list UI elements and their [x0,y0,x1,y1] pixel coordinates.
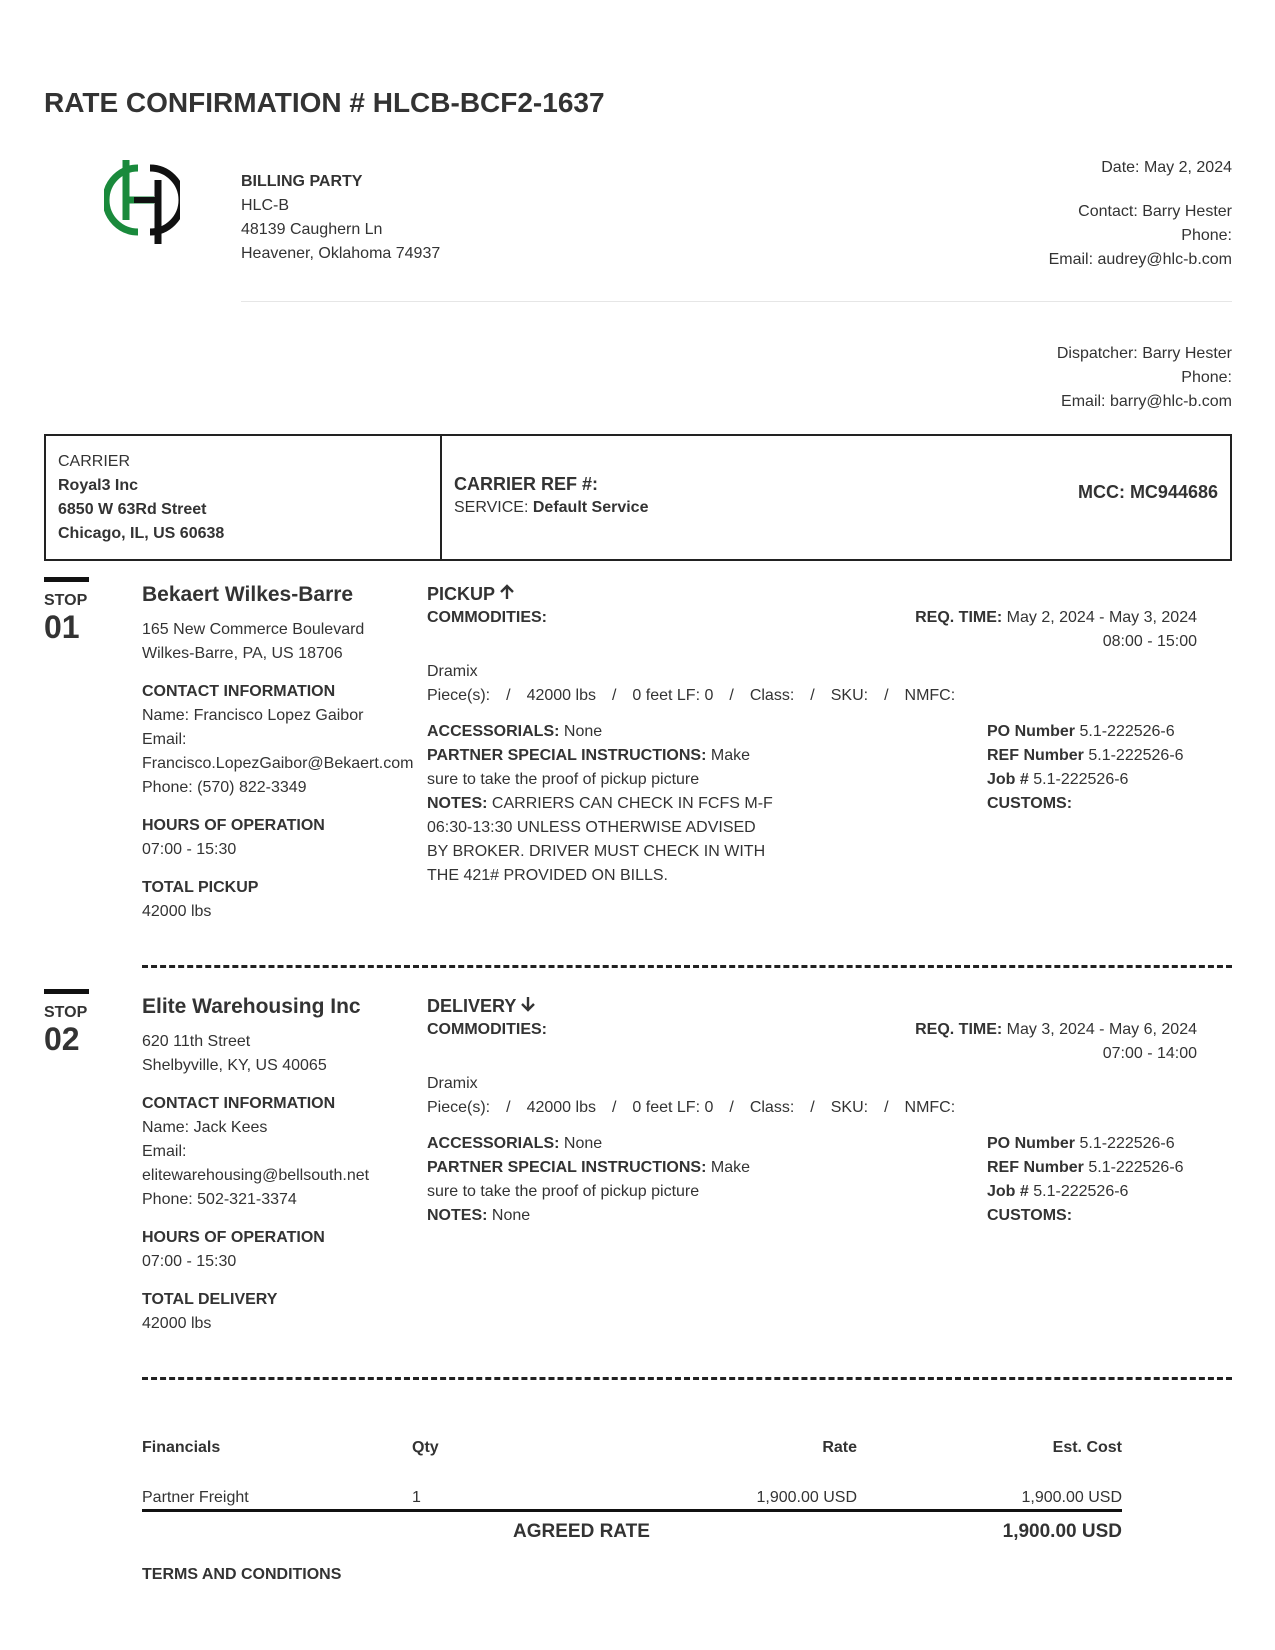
piece-field: NMFC: [904,1099,956,1116]
contact-email: elitewarehousing@bellsouth.net [142,1167,370,1184]
stop-type-label: PICKUP [427,584,496,604]
piece-field: NMFC: [904,687,956,704]
stop-divider [142,1377,1232,1380]
commodity-details [427,1096,1197,1120]
req-time-dates: May 3, 2024 - May 6, 2024 [1006,1021,1197,1038]
separator: / [810,1099,815,1116]
req-time-hours: 08:00 - 15:00 [1102,633,1197,650]
psi-first: Make [710,747,750,764]
billing-street: 48139 Caughern Ln [241,221,383,238]
ref-value: 5.1-222526-6 [1088,1159,1184,1176]
psi-label: PARTNER SPECIAL INSTRUCTIONS: [427,747,707,764]
carrier-info [46,436,442,559]
stop-label: STOP [44,592,88,609]
notes-first: None [491,1207,531,1224]
req-time-dates: May 2, 2024 - May 3, 2024 [1006,609,1197,626]
stop-details [427,582,1197,888]
contact-name: Contact: Barry Hester [1078,203,1232,220]
location-name: Elite Warehousing Inc [142,995,361,1018]
separator: / [611,1099,617,1116]
commodities-label: COMMODITIES: [427,609,547,626]
col-est-cost: Est. Cost [1052,1439,1122,1456]
carrier-street: 6850 W 63Rd Street [58,501,207,518]
divider [241,301,1232,302]
agreed-rate-value: 1,900.00 USD [1002,1521,1122,1542]
stop-marker [44,577,89,644]
location-street: 165 New Commerce Boulevard [142,621,365,638]
accessorials-value: None [563,723,603,740]
notes-line: BY BROKER. DRIVER MUST CHECK IN WITH [427,843,766,860]
customs-label: CUSTOMS: [987,1207,1073,1224]
piece-field: 0 feet LF: 0 [632,687,714,704]
piece-field: Class: [749,687,795,704]
piece-field: Piece(s): [427,687,491,704]
carrier-ref-label: CARRIER REF #: [454,474,599,494]
contact-name: Name: Jack Kees [142,1119,268,1136]
piece-field: 42000 lbs [526,1099,596,1116]
separator: / [506,687,511,704]
contact-name: Name: Francisco Lopez Gaibor [142,707,364,724]
job-label: Job # [987,771,1029,788]
psi-first: Make [710,1159,750,1176]
location-street: 620 11th Street [142,1033,251,1050]
separator: / [506,1099,511,1116]
stop-bar [44,577,89,582]
stop-number: 02 [44,1021,80,1057]
stop-type [427,994,1197,1018]
reference-numbers [987,720,1184,816]
accessorials-label: ACCESSORIALS: [427,1135,560,1152]
stop-label: STOP [44,1004,88,1021]
separator: / [611,687,617,704]
mcc-number: MCC: MC944686 [1077,482,1218,502]
billing-name: HLC-B [241,197,290,214]
contact-phone: Phone: (570) 822-3349 [142,779,307,796]
req-time [915,606,1197,654]
stop-location [142,582,432,924]
stop-type-label: DELIVERY [427,996,517,1016]
contact-email-label: Email: [142,731,187,748]
hours-value: 07:00 - 15:30 [142,841,237,858]
dispatcher-phone: Phone: [1181,369,1232,386]
stop-type [427,582,1197,606]
contact-phone: Phone: [1181,227,1232,244]
ref-label: REF Number [987,747,1084,764]
stop-location [142,994,432,1336]
total-heading: TOTAL DELIVERY [142,1291,278,1308]
accessorials-label: ACCESSORIALS: [427,723,560,740]
location-name: Bekaert Wilkes-Barre [142,583,354,606]
hours-value: 07:00 - 15:30 [142,1253,237,1270]
accessorials-value: None [563,1135,603,1152]
financials-header-row [142,1424,1122,1478]
notes-line: THE 421# PROVIDED ON BILLS. [427,867,668,884]
col-qty: Qty [412,1439,439,1456]
po-label: PO Number [987,1135,1076,1152]
req-time [915,1018,1197,1066]
req-time-label: REQ. TIME: [915,1021,1003,1038]
piece-field: Class: [749,1099,795,1116]
contact-phone: Phone: 502-321-3374 [142,1191,297,1208]
stop-divider [142,965,1232,968]
carrier-label: CARRIER [58,453,131,470]
arrow-up-icon [499,584,515,600]
separator: / [884,687,889,704]
commodity-name: Dramix [427,663,478,680]
separator: / [884,1099,889,1116]
ref-label: REF Number [987,1159,1084,1176]
service-value: Default Service [532,499,649,516]
piece-field: SKU: [830,687,869,704]
contact-heading: CONTACT INFORMATION [142,683,336,700]
commodity-name: Dramix [427,1075,478,1092]
po-value: 5.1-222526-6 [1079,1135,1175,1152]
carrier-city: Chicago, IL, US 60638 [58,525,225,542]
piece-field: Piece(s): [427,1099,491,1116]
po-value: 5.1-222526-6 [1079,723,1175,740]
piece-field: SKU: [830,1099,869,1116]
col-rate: Rate [822,1439,857,1456]
piece-field: 0 feet LF: 0 [632,1099,714,1116]
stop-number: 01 [44,609,80,645]
dispatcher-name: Dispatcher: Barry Hester [1056,345,1232,362]
location-city: Wilkes-Barre, PA, US 18706 [142,645,343,662]
company-logo [104,156,180,248]
financials-table [142,1424,1122,1520]
billing-party [241,170,641,266]
cell-cost: 1,900.00 USD [1021,1489,1122,1506]
cell-item: Partner Freight [142,1489,249,1506]
contact-email: Email: audrey@hlc-b.com [1048,251,1232,268]
notes-line: 06:30-13:30 UNLESS OTHERWISE ADVISED [427,819,756,836]
separator: / [729,1099,734,1116]
date: Date: May 2, 2024 [1101,159,1232,176]
separator: / [810,687,815,704]
dispatcher-info [1057,342,1232,414]
notes-first: CARRIERS CAN CHECK IN FCFS M-F [491,795,773,812]
billing-city: Heavener, Oklahoma 74937 [241,245,441,262]
job-label: Job # [987,1183,1029,1200]
contact-email-label: Email: [142,1143,187,1160]
hours-heading: HOURS OF OPERATION [142,817,325,834]
ref-value: 5.1-222526-6 [1088,747,1184,764]
carrier-ref-section [442,436,1230,559]
carrier-box [44,434,1232,561]
commodities-label: COMMODITIES: [427,1021,547,1038]
reference-numbers [987,1132,1184,1228]
total-value: 42000 lbs [142,1315,212,1332]
po-label: PO Number [987,723,1076,740]
notes-label: NOTES: [427,1207,488,1224]
psi-rest: sure to take the proof of pickup picture [427,771,700,788]
notes-label: NOTES: [427,795,488,812]
billing-heading: BILLING PARTY [241,173,363,190]
col-financials: Financials [142,1439,221,1456]
psi-label: PARTNER SPECIAL INSTRUCTIONS: [427,1159,707,1176]
commodity-details [427,684,1197,708]
agreed-rate-label: AGREED RATE [513,1521,650,1542]
location-city: Shelbyville, KY, US 40065 [142,1057,327,1074]
job-value: 5.1-222526-6 [1033,1183,1129,1200]
separator: / [729,687,734,704]
total-value: 42000 lbs [142,903,212,920]
customs-label: CUSTOMS: [987,795,1073,812]
hours-heading: HOURS OF OPERATION [142,1229,325,1246]
stop-details [427,994,1197,1228]
cell-rate: 1,900.00 USD [756,1489,857,1506]
total-heading: TOTAL PICKUP [142,879,259,896]
req-time-label: REQ. TIME: [915,609,1003,626]
piece-field: 42000 lbs [526,687,596,704]
page-title: RATE CONFIRMATION # HLCB-BCF2-1637 [44,87,605,118]
stop-marker [44,989,89,1056]
terms-heading: TERMS AND CONDITIONS [142,1566,342,1583]
psi-rest: sure to take the proof of pickup picture [427,1183,700,1200]
contact-email: Francisco.LopezGaibor@Bekaert.com [142,755,414,772]
agreed-rate [142,1509,1122,1549]
job-value: 5.1-222526-6 [1033,771,1129,788]
cell-qty: 1 [412,1489,421,1506]
stop-bar [44,989,89,994]
arrow-down-icon [520,996,536,1012]
contact-heading: CONTACT INFORMATION [142,1095,336,1112]
dispatcher-email: Email: barry@hlc-b.com [1061,393,1232,410]
carrier-name: Royal3 Inc [58,477,139,494]
req-time-hours: 07:00 - 14:00 [1102,1045,1197,1062]
service-label: SERVICE: [454,499,529,516]
header-info [1049,156,1232,272]
